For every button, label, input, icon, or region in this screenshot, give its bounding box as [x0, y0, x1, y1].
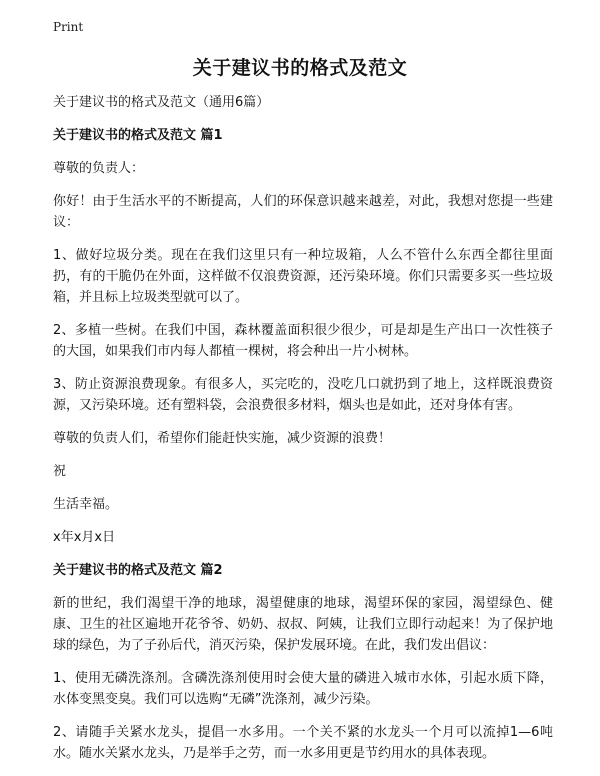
paragraph-proposal-2: 2、请随手关紧水龙头，提倡一水多用。一个关不紧的水龙头一个月可以流掉1—6吨水。随水关紧水龙头，乃是举手之劳，而一水多用更是节约用水的具体表现。: [53, 725, 553, 761]
paragraph-suggestion-2: 2、多植一些树。在我们中国，森林覆盖面积很少很少，可是却是生产出口一次性筷子的大国，如果我们市内每人都植一棵树，将会种出一片小树林。: [53, 323, 553, 359]
document-body: [53, 92, 553, 776]
document-subtitle: 关于建议书的格式及范文（通用6篇）: [53, 95, 270, 110]
paragraph-salutation: 尊敬的负责人：: [53, 161, 145, 176]
paragraph-proposal-1: 1、使用无磷洗涤剂。含磷洗涤剂使用时会使大量的磷进入城市水体，引起水质下降，水体变黑变臭。我们可以选购“无磷”洗涤剂，减少污染。: [53, 671, 553, 707]
paragraph-blessing: 生活幸福。: [53, 497, 119, 512]
section-heading-2: 关于建议书的格式及范文 篇2: [53, 563, 223, 578]
paragraph-initiative: 新的世纪，我们渴望干净的地球，渴望健康的地球，渴望环保的家园，渴望绿色、健康、卫生的社区遍地开花爷爷、奶奶、叔叔、阿姨，让我们立即行动起来！为了保护地球的绿色，为了子孙后代，消灭污染，保护发展环境。在此，我们发出倡议：: [53, 596, 553, 653]
paragraph-intro: 你好！由于生活水平的不断提高，人们的环保意识越来越差，对此，我想对您提一些建议：: [53, 194, 553, 230]
paragraph-suggestion-3: 3、防止资源浪费现象。有很多人，买完吃的，没吃几口就扔到了地上，这样既浪费资源，又污染环境。还有塑料袋，会浪费很多材料，烟头也是如此，还对身体有害。: [53, 377, 553, 413]
section-heading-1: 关于建议书的格式及范文 篇1: [53, 128, 223, 143]
document-title: 关于建议书的格式及范文: [192, 57, 408, 79]
paragraph-wish: 祝: [53, 464, 67, 479]
paragraph-closing: 尊敬的负责人们，希望你们能赶快实施，减少资源的浪费！: [53, 431, 392, 446]
paragraph-suggestion-1: 1、做好垃圾分类。现在在我们这里只有一种垃圾箱，人么不管什么东西全都往里面扔，有的干脆仍在外面，这样做不仅浪费资源，还污染环境。你们只需要多买一些垃圾箱，并且标上垃圾类型就可以了。: [53, 248, 553, 305]
print-label[interactable]: Print: [53, 20, 84, 34]
paragraph-date: x年x月x日: [53, 530, 116, 545]
